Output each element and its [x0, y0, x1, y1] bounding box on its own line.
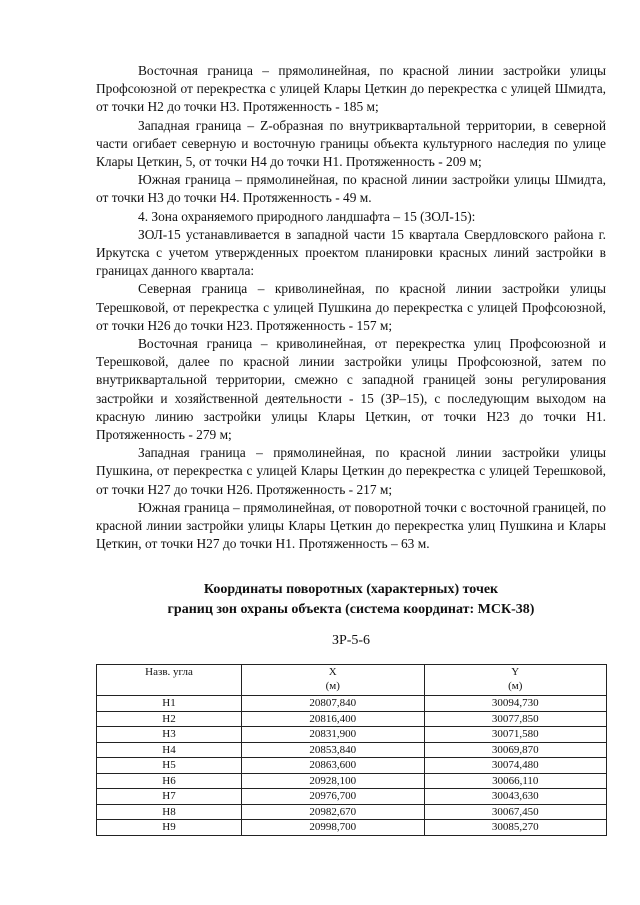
cell-y: 30067,450 [424, 804, 607, 820]
cell-x: 20982,670 [242, 804, 424, 820]
cell-x: 20863,600 [242, 758, 424, 774]
cell-name: Н1 [97, 696, 242, 712]
paragraph: Западная граница – Z-образная по внутриквартальной территории, в северной части огибает северную и восточную границы объекта культурного наследия по улице Клары Цеткин, 5, от точки Н4 до точки Н1. Протяженность - 209 м; [96, 117, 606, 170]
paragraph: Восточная граница – прямолинейная, по красной линии застройки улицы Профсоюзной от перекрестка с улицей Клары Цеткин до перекрестка с улицей Шмидта, от точки Н2 до точки Н3. Протяженность - 185 м; [96, 63, 606, 115]
header-name [97, 665, 242, 696]
coordinates-heading [96, 580, 606, 620]
cell-x: 20976,700 [242, 789, 424, 805]
zone-label: ЗР-5-6 [331, 633, 371, 648]
cell-y: 30074,480 [424, 758, 607, 774]
cell-y: 30071,580 [424, 727, 607, 743]
cell-name: Н4 [97, 742, 242, 758]
section-title: 4. Зона охраняемого природного ландшафта – 15 (ЗОЛ-15): [138, 208, 476, 224]
table-row [97, 711, 607, 727]
cell-name: Н8 [97, 804, 242, 820]
table-row [97, 758, 607, 774]
table-row [97, 742, 607, 758]
cell-x: 20853,840 [242, 742, 424, 758]
table-header-row [97, 665, 607, 696]
cell-y: 30085,270 [424, 820, 607, 836]
body-text [96, 62, 606, 553]
table-row [97, 773, 607, 789]
heading-line: Координаты поворотных (характерных) точек [203, 582, 499, 597]
coordinates-table [96, 664, 607, 836]
cell-y: 30043,630 [424, 789, 607, 805]
paragraph: Северная граница – криволинейная, по красной линии застройки улицы Терешковой, от перекрестка с улицей Пушкина до перекрестка с улицей Профсоюзной, от точки Н26 до точки Н23. Протяженность - 157 м; [96, 281, 606, 333]
table-row [97, 820, 607, 836]
cell-x: 20998,700 [242, 820, 424, 836]
cell-name: Н9 [97, 820, 242, 836]
header-x [242, 665, 424, 696]
cell-y: 30066,110 [424, 773, 607, 789]
cell-y: 30069,870 [424, 742, 607, 758]
cell-name: Н5 [97, 758, 242, 774]
table-row [97, 789, 607, 805]
cell-name: Н2 [97, 711, 242, 727]
cell-x: 20816,400 [242, 711, 424, 727]
header-name-label: Назв. угла [145, 666, 193, 678]
paragraph: Южная граница – прямолинейная, от поворотной точки с восточной границей, по красной линии застройки улицы Клары Цеткин до перекрестка улиц Пушкина и Клары Цеткин, от точки Н27 до точки Н1. Протяженность – 63 м. [96, 499, 606, 552]
heading-line: границ зон охраны объекта (система координат: МСК-38) [167, 602, 535, 617]
table-row [97, 727, 607, 743]
cell-y: 30094,730 [424, 696, 607, 712]
table-row [97, 696, 607, 712]
header-y-label: Y [511, 666, 520, 678]
cell-x: 20807,840 [242, 696, 424, 712]
cell-y: 30077,850 [424, 711, 607, 727]
header-x-unit: (м) [325, 680, 340, 692]
cell-name: Н3 [97, 727, 242, 743]
cell-name: Н7 [97, 789, 242, 805]
header-y-unit: (м) [508, 680, 523, 692]
table-row [97, 804, 607, 820]
paragraph: Западная граница – прямолинейная, по красной линии застройки улицы Пушкина, от перекрестка с улицей Клары Цеткин до перекрестка с улицей Терешковой, от точки Н27 до точки Н26. Протяженность - 217 м; [96, 445, 606, 497]
header-x-label: X [328, 666, 337, 678]
paragraph: Южная граница – прямолинейная, по красной линии застройки улицы Шмидта, от точки Н3 до точки Н4. Протяженность - 49 м. [96, 172, 606, 206]
header-y [424, 665, 607, 696]
paragraph: Восточная граница – криволинейная, от перекрестка улиц Профсоюзной и Терешковой, далее по красной линии застройки улицы Профсоюзной, затем по внутриквартальной территории, смежно с западной границей зоны регулирования застройки и хозяйственной деятельности - 15 (ЗР–15), с последующим выходом на красную линию застройки улицы Клары Цеткин, от точки Н23 до точки Н1. Протяженность - 279 м; [96, 336, 606, 443]
cell-name: Н6 [97, 773, 242, 789]
cell-x: 20928,100 [242, 773, 424, 789]
paragraph: ЗОЛ-15 устанавливается в западной части 15 квартала Свердловского района г. Иркутска с учетом утвержденных проектом планировки красных линий застройки в границах данного квартала: [96, 226, 606, 279]
cell-x: 20831,900 [242, 727, 424, 743]
